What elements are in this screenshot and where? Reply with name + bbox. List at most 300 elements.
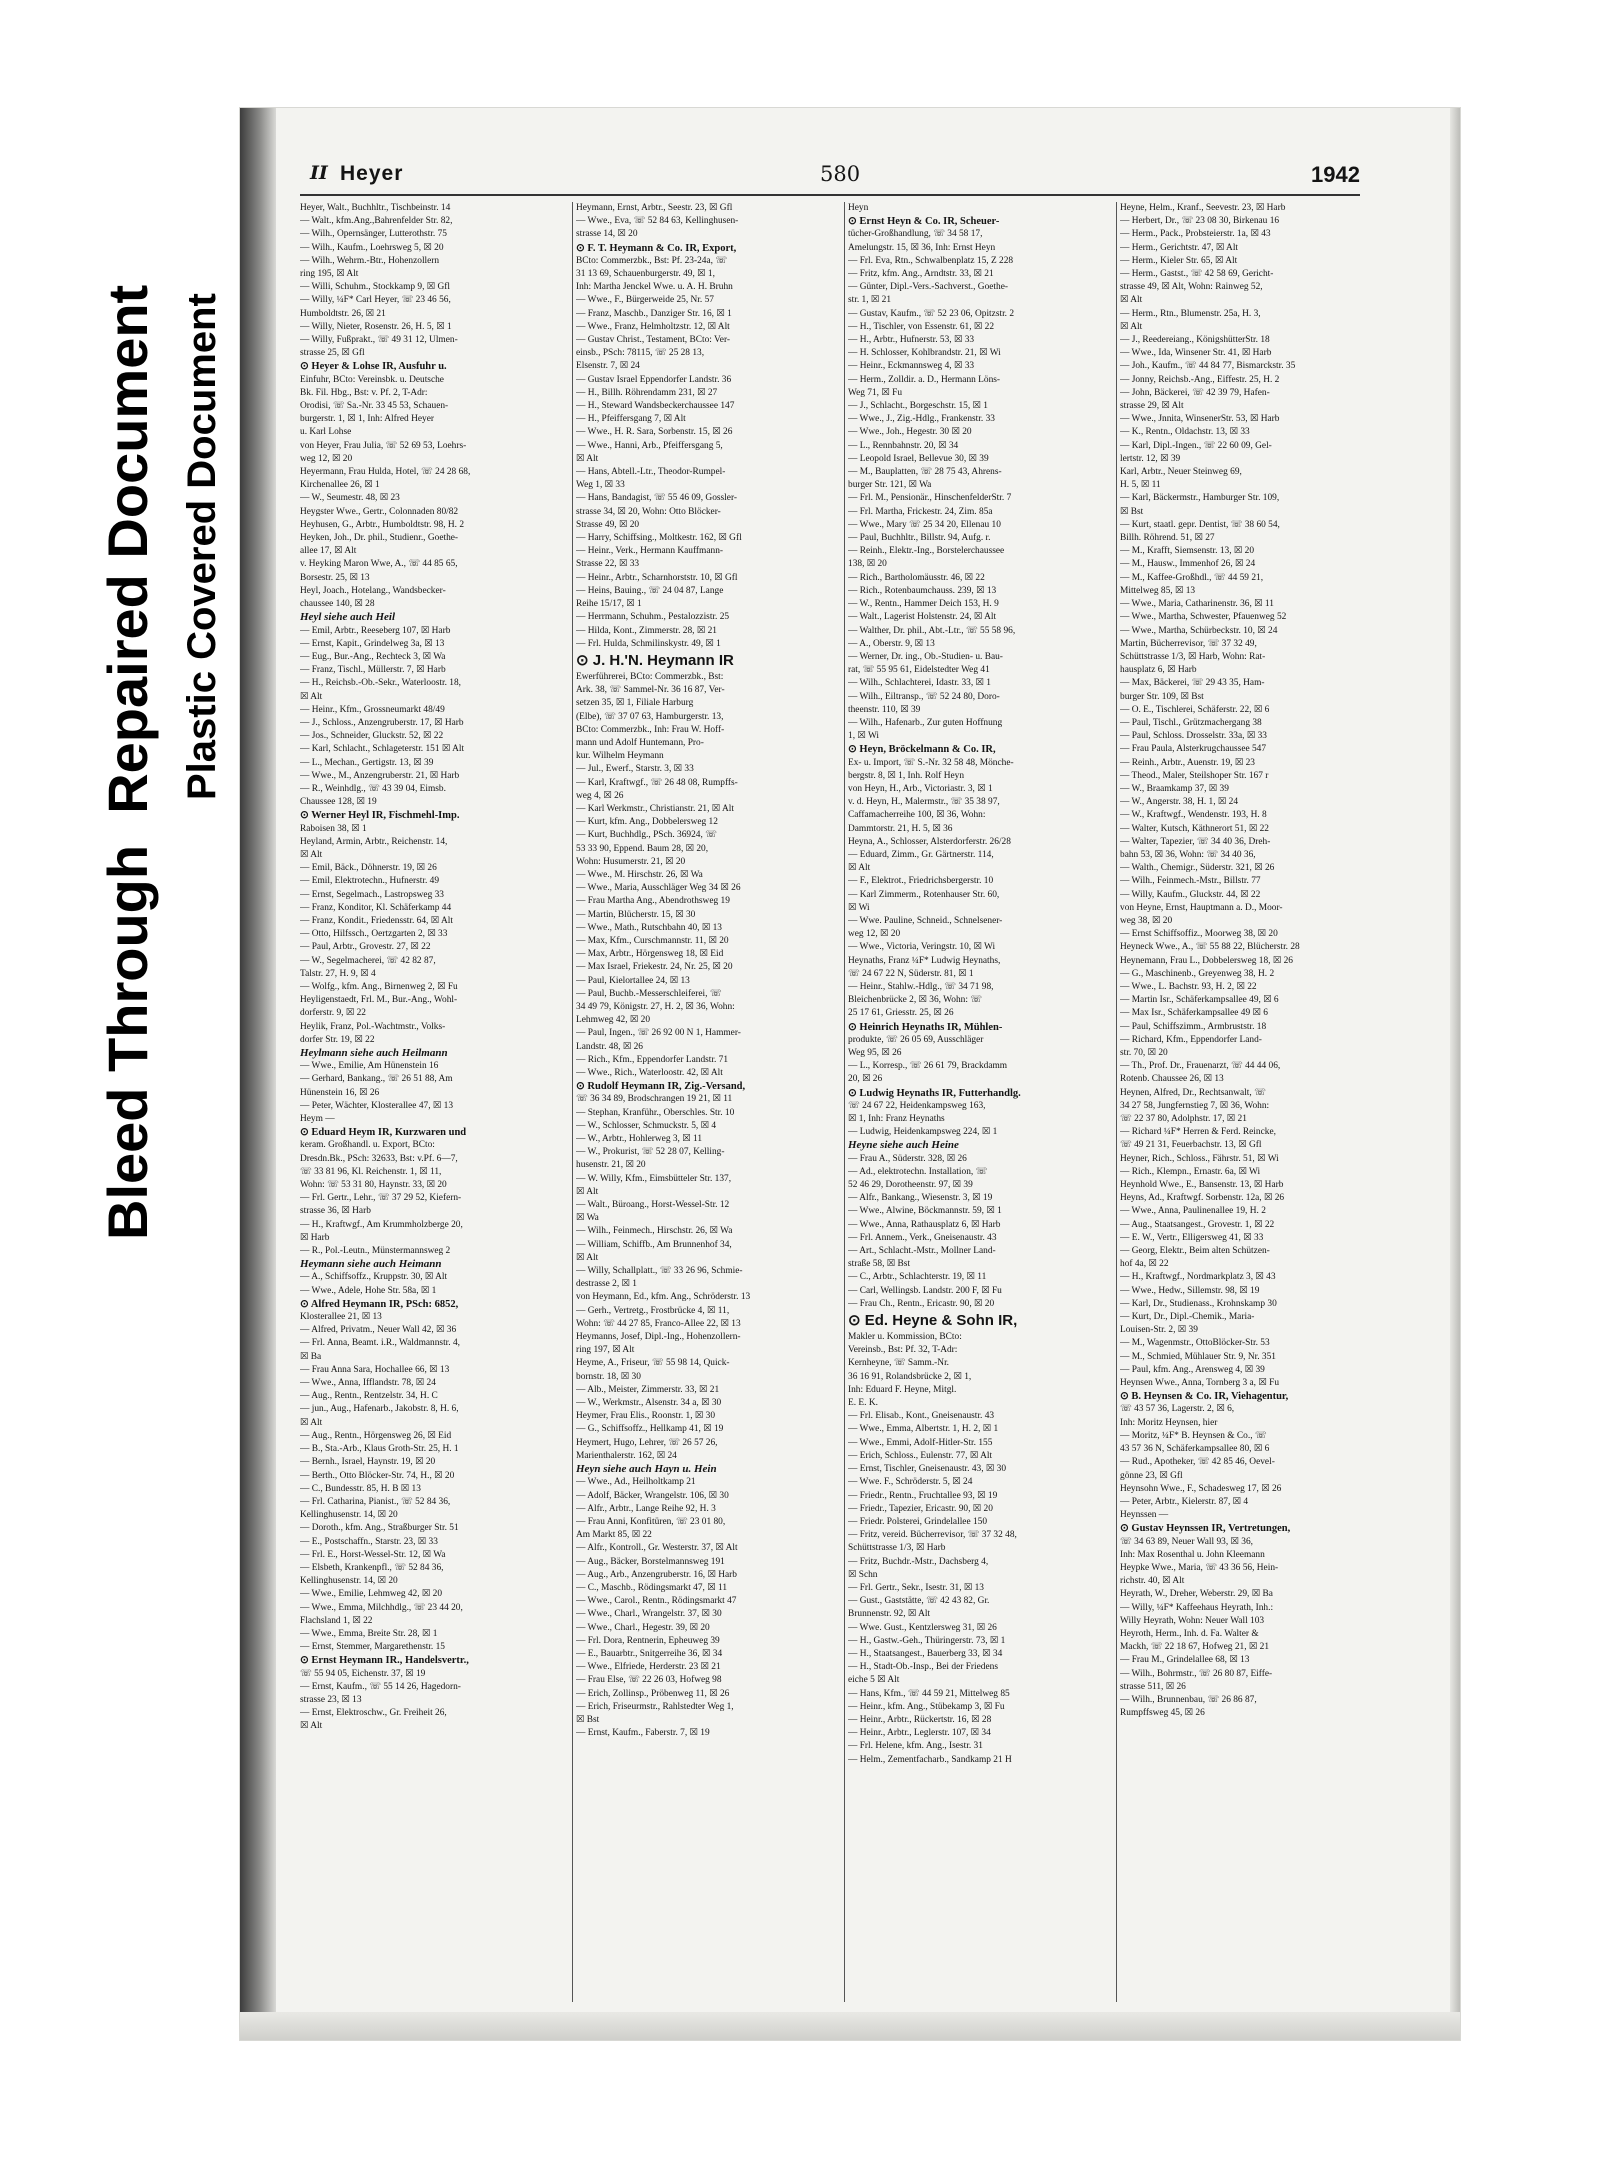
directory-entry-line: — Hans, Kfm., ☏ 44 59 21, Mittelweg 85 [848, 1688, 1010, 1699]
directory-entry-line: 31 13 69, Schauenburgerstr. 49, ☒ 1, [576, 269, 715, 280]
directory-entry-line: — Franz, Kondit., Friedensstr. 64, ☒ Alt [300, 915, 453, 926]
directory-page [300, 152, 1400, 2008]
directory-entry-line: Heyland, Armin, Arbtr., Reichenstr. 14, [300, 836, 448, 847]
directory-entry-line: — W., Werkmstr., Alsenstr. 34 a, ☒ 30 [576, 1398, 722, 1409]
directory-entry-line: — Karl Zimmerm., Rotenhauser Str. 60, [848, 889, 1000, 900]
directory-entry-line: — Heinr., Arbtr., Scharnhorststr. 10, ☒ Gfl [576, 572, 738, 583]
directory-entry-line: eiche 5 ☒ Alt [848, 1675, 900, 1686]
directory-entry-line: — Wilh., Feinmech., Hirschstr. 26, ☒ Wa [576, 1226, 733, 1237]
directory-entry-line: weg 12, ☒ 20 [848, 929, 901, 940]
directory-entry-line: — Ernst, Kapit., Grindelweg 3a, ☒ 13 [300, 638, 445, 649]
directory-entry-line: — Moritz, ¼F* B. Heynsen & Co., ☏ [1120, 1430, 1267, 1441]
directory-entry-line: rat, ☏ 55 95 61, Eidelstedter Weg 41 [848, 665, 990, 676]
directory-entry-line: ☒ Harb [300, 1232, 330, 1243]
directory-entry-line: — Willy, ¼F* Carl Heyer, ☏ 23 46 56, [300, 295, 451, 306]
directory-entry-line: — E., Bauarbtr., Snitgerreihe 36, ☒ 34 [576, 1648, 723, 1659]
directory-entry-line: ☏ 55 94 05, Eichenstr. 37, ☒ 19 [300, 1668, 426, 1679]
directory-entry-line: — Th., Prof. Dr., Frauenarzt, ☏ 44 44 06, [1120, 1061, 1281, 1072]
directory-entry-line: produkte, ☏ 26 05 69, Ausschläger [848, 1034, 984, 1045]
directory-entry-line: Heypke Wwe., Maria, ☏ 43 36 56, Hein- [1120, 1562, 1279, 1573]
directory-entry-line: ☒ 1, Inh: Franz Heynaths [848, 1114, 945, 1125]
directory-entry-line: — Wwe., H. R. Sara, Sorbenstr. 15, ☒ 26 [576, 427, 733, 438]
directory-entry-line: — Ad., elektrotechn. Installation, ☏ [848, 1166, 988, 1177]
directory-entry-line: — Carl, Wellingsb. Landstr. 200 F, ☒ Fu [848, 1285, 1002, 1296]
directory-entry-line: strasse 511, ☒ 26 [1120, 1681, 1186, 1692]
directory-column-4 [1120, 202, 1390, 1720]
directory-entry-line: ⊙ Heyer & Lohse IR, Ausfuhr u. [300, 361, 447, 373]
directory-entry-line: — Wwe., Joh., Hegestr. 30 ☒ 20 [848, 427, 972, 438]
directory-entry-line: — Wwe., Franz, Helmholtzstr. 12, ☒ Alt [576, 321, 730, 332]
directory-entry-line: — Eduard, Zimm., Gr. Gärtnerstr. 114, [848, 849, 994, 860]
directory-entry-line: — Herm., Gastst., ☏ 42 58 69, Gericht- [1120, 269, 1274, 280]
directory-entry-line: — Adolf, Bäcker, Wrangelstr. 106, ☒ 30 [576, 1490, 729, 1501]
directory-entry-line: — H., Kraftwgf., Nordmarkplatz 3, ☒ 43 [1120, 1272, 1276, 1283]
directory-entry-line: — Heinr., Stahlw.-Hdlg., ☏ 34 71 98, [848, 981, 994, 992]
directory-entry-line: — Wwe., Anna, Rathausplatz 6, ☒ Harb [848, 1219, 1001, 1230]
directory-entry-line: — R., Weinhdlg., ☏ 43 39 04, Eimsb. [300, 783, 446, 794]
directory-entry-line: von Heymann, Ed., kfm. Ang., Schröderstr. 13 [576, 1292, 751, 1303]
directory-entry-line: Heyermann, Frau Hulda, Hotel, ☏ 24 28 68, [300, 467, 471, 478]
directory-entry-line: — E. W., Vertr., Elligersweg 41, ☒ 33 [1120, 1232, 1264, 1243]
directory-entry-line: Heyns, Ad., Kraftwgf. Sorbenstr. 12a, ☒ 26 [1120, 1193, 1285, 1204]
directory-entry-line: dorferstr. 9, ☒ 22 [300, 1008, 366, 1019]
directory-entry-line: dorfer Str. 19, ☒ 22 [300, 1034, 375, 1045]
directory-entry-line: Vereinsb., Bst: Pf. 32, T-Adr: [848, 1345, 958, 1356]
column-divider [572, 202, 573, 2002]
directory-entry-line: Borsestr. 25, ☒ 13 [300, 572, 370, 583]
directory-column-1 [300, 202, 570, 1734]
directory-entry-line: Heynhold Wwe., E., Bansenstr. 13, ☒ Harb [1120, 1180, 1284, 1191]
directory-entry-line: Weg 95, ☒ 26 [848, 1048, 902, 1058]
directory-column-2 [576, 202, 846, 1740]
directory-entry-line: — W. Willy, Kfm., Eimsbütteler Str. 137, [576, 1173, 732, 1184]
directory-entry-line: — Aug., Rentn., Rentzelstr. 34, H. C [300, 1391, 438, 1402]
directory-entry-line: v. d. Heyn, H., Malermstr., ☏ 35 38 97, [848, 797, 1000, 808]
directory-entry-line: Wohn: ☏ 53 31 80, Haynstr. 33, ☒ 20 [300, 1180, 447, 1191]
directory-entry-line: — Leopold Israel, Bellevue 30, ☒ 39 [848, 453, 989, 464]
directory-entry-line: — Friedr., Rentn., Fruchtallee 93, ☒ 19 [848, 1490, 998, 1501]
directory-entry-line: — Emil, Elektrotechn., Hufnerstr. 49 [300, 876, 440, 887]
directory-entry-line: Reihe 15/17, ☒ 1 [576, 599, 642, 610]
directory-entry-line: von Heyn, H., Arb., Victoriastr. 3, ☒ 1 [848, 783, 993, 794]
directory-entry-line: — Martin Isr., Schäferkampsallee 49, ☒ 6 [1120, 995, 1279, 1006]
directory-entry-line: — Herm., Rtn., Blumenstr. 25a, H. 3, [1120, 308, 1261, 319]
directory-entry-line: — Wwe., Carol., Rentn., Rödingsmarkt 47 [576, 1596, 737, 1607]
directory-entry-line: Heymert, Hugo, Lehrer, ☏ 26 57 26, [576, 1437, 718, 1448]
directory-entry-line: — F., Elektrot., Friedrichsbergerstr. 10 [848, 876, 994, 887]
directory-entry-line: ☏ 24 67 22, Heidenkampsweg 163, [848, 1100, 986, 1111]
directory-entry-line: — Wwe., Math., Rutschbahn 40, ☒ 13 [576, 922, 722, 933]
directory-entry-line: tücher-Großhandlung, ☏ 34 58 17, [848, 229, 983, 240]
directory-entry-line: — Emil, Arbtr., Reeseberg 107, ☒ Harb [300, 625, 451, 636]
directory-entry-line: — John, Bäckerei, ☏ 42 39 79, Hafen- [1120, 387, 1270, 398]
directory-entry-line: — Heinr., Eckmannsweg 4, ☒ 33 [848, 361, 975, 372]
directory-entry-line: — Max, Bäckerei, ☏ 29 43 35, Ham- [1120, 678, 1265, 689]
directory-entry-line: Inh: Moritz Heynsen, hier [1120, 1417, 1218, 1428]
directory-entry-line: strasse 34, ☒ 20, Wohn: Otto Blöcker- [576, 506, 721, 517]
directory-entry-line: — Wwe., Maria, Catharinenstr. 36, ☒ 11 [1120, 599, 1274, 610]
directory-entry-line: — Gust., Gaststätte, ☏ 42 43 82, Gr. [848, 1596, 990, 1607]
directory-entry-line: ☒ Alt [300, 1417, 323, 1428]
directory-entry-line: ☒ Ba [300, 1351, 322, 1362]
directory-entry-line: — Werner, Dr. ing., Ob.-Studien- u. Bau- [848, 651, 1003, 662]
directory-entry-line: — Franz, Maschb., Danziger Str. 16, ☒ 1 [576, 308, 732, 319]
directory-entry-line: — Frau Else, ☏ 22 26 03, Hofweg 98 [576, 1675, 722, 1686]
directory-entry-line: — Herm., Zolldir. a. D., Hermann Löns- [848, 374, 1001, 385]
directory-entry-line: — Gerh., Vertretg., Frostbrücke 4, ☒ 11, [576, 1305, 730, 1316]
directory-entry-line: ☏ 22 37 80, Adolphstr. 17, ☒ 21 [1120, 1114, 1247, 1125]
directory-entry-line: — Paul, Schloss. Drosselstr. 33a, ☒ 33 [1120, 731, 1267, 742]
directory-entry-line: — Richard, Kfm., Eppendorfer Land- [1120, 1034, 1262, 1045]
directory-entry-line: — Walt., Lagerist Holstenstr. 24, ☒ Alt [848, 612, 997, 623]
directory-entry-line: Raboisen 38, ☒ 1 [300, 823, 367, 834]
directory-entry-line: — Wwe., Emma, Albertstr. 1, H. 2, ☒ 1 [848, 1424, 999, 1435]
directory-entry-line: — Wwe., F., Bürgerweide 25, Nr. 57 [576, 295, 714, 306]
directory-entry-line: Martin, Bücherrevisor, ☏ 37 32 49, [1120, 638, 1257, 649]
directory-entry-line: — Alfred, Privatm., Neuer Wall 42, ☒ 36 [300, 1325, 457, 1336]
directory-entry-line: H. 5, ☒ 11 [1120, 480, 1161, 491]
directory-entry-line: ☏ 34 63 89, Neuer Wall 93, ☒ 36, [1120, 1536, 1253, 1547]
directory-entry-line: — Fritz, Buchdr.-Mstr., Dachsberg 4, [848, 1556, 989, 1567]
directory-entry-line: ring 197, ☒ Alt [576, 1345, 635, 1356]
directory-entry-line: — Wwe., Maria, Ausschläger Weg 34 ☒ 26 [576, 883, 741, 894]
directory-entry-line: Orodisi, ☏ Sa.-Nr. 33 45 53, Schauen- [300, 401, 449, 412]
directory-entry-line: — L., Korresp., ☏ 26 61 79, Brackdamm [848, 1061, 1008, 1072]
directory-entry-line: — Gustav, Kaufm., ☏ 52 23 06, Opitzstr. 2 [848, 308, 1015, 319]
directory-entry-line: Mittelweg 85, ☒ 13 [1120, 585, 1196, 596]
directory-entry-line: — Frl. Anna, Beamt. i.R., Waldmannstr. 4, [300, 1338, 460, 1349]
directory-entry-line: — Wwe., Elfriede, Herderstr. 23 ☒ 21 [576, 1662, 721, 1673]
directory-entry-line: — Reinh., Elektr.-Ing., Borstelerchaussee [848, 546, 1005, 557]
directory-entry-line: — Friedr., Tapezier, Ericastr. 90, ☒ 20 [848, 1503, 993, 1514]
header-rule [300, 194, 1360, 196]
directory-entry-line: Billh. Röhrend. 51, ☒ 27 [1120, 533, 1215, 544]
directory-entry-line: — Wilh., Schlachterei, Idastr. 33, ☒ 1 [848, 678, 991, 689]
directory-entry-line: — Herm., Gerichtstr. 47, ☒ Alt [1120, 242, 1239, 253]
directory-entry-line: Amelungstr. 15, ☒ 36, Inh: Ernst Heyn [848, 242, 996, 253]
directory-entry-line: — Peter, Wächter, Klosterallee 47, ☒ 13 [300, 1100, 454, 1111]
directory-entry-line: — Wwe., Emilie, Lehmweg 42, ☒ 20 [300, 1589, 443, 1600]
directory-entry-line: — Gustav Christ., Testament, BCto: Ver- [576, 335, 731, 346]
directory-entry-line: — Erich, Zollinsp., Pröbenweg 11, ☒ 26 [576, 1688, 730, 1699]
directory-entry-line: Makler u. Kommission, BCto: [848, 1332, 962, 1343]
directory-entry-line: — Kurt, staatl. gepr. Dentist, ☏ 38 60 54, [1120, 519, 1280, 530]
directory-entry-line: Inh: Max Rosenthal u. John Kleemann [1120, 1549, 1265, 1560]
directory-entry-line: Heyl siehe auch Heil [300, 611, 396, 624]
directory-entry-line: Heynemann, Frau L., Dobbelersweg 18, ☒ 26 [1120, 955, 1293, 966]
directory-entry-line: — Frau Anna Sara, Hochallee 66, ☒ 13 [300, 1364, 450, 1375]
directory-entry-line: bergstr. 8, ☒ 1, Inh. Rolf Heyn [848, 770, 965, 781]
directory-entry-line: — G., Maschinenb., Greyenweg 38, H. 2 [1120, 968, 1275, 979]
directory-entry-line: ☒ Alt [576, 1252, 599, 1263]
directory-entry-line: — W., Arbtr., Hohlerweg 3, ☒ 11 [576, 1134, 703, 1145]
directory-entry-line: Heyroth, Herm., Inh. d. Fa. Walter & [1120, 1628, 1259, 1639]
directory-entry-line: — Wilh., Brunnenbau, ☏ 26 86 87, [1120, 1694, 1257, 1705]
directory-entry-line: — C., Arbtr., Schlachterstr. 19, ☒ 11 [848, 1272, 987, 1283]
directory-year: 1942 [1311, 162, 1360, 187]
directory-entry-line: — Wwe., Anna, Ifflandstr. 78, ☒ 24 [300, 1378, 436, 1389]
directory-entry-line: Willy Heyrath, Wohn: Neuer Wall 103 [1120, 1615, 1265, 1626]
directory-entry-line: — Ernst, Stemmer, Margarethenstr. 15 [300, 1642, 445, 1653]
directory-entry-line: — C., Bundesstr. 85, H. B ☒ 13 [300, 1483, 421, 1494]
directory-entry-line: Heyne siehe auch Heine [848, 1139, 959, 1152]
directory-entry-line: ☏ 43 57 36, Lagerstr. 2, ☒ 6, [1120, 1404, 1235, 1415]
directory-entry-line: — Frl. M., Pensionär., HinschenfelderStr. 7 [848, 493, 1012, 504]
directory-entry-line: ⊙ Ernst Heymann IR., Handelsvertr., [300, 1655, 469, 1667]
directory-entry-line: Schüttstrasse 1/3, ☒ Harb, Wohn: Rat- [1120, 651, 1266, 662]
directory-entry-line: — Richard ¼F* Herren & Ferd. Reincke, [1120, 1127, 1276, 1138]
directory-entry-line: Klosterallee 21, ☒ 13 [300, 1312, 382, 1323]
directory-entry-line: Heyme, A., Friseur, ☏ 55 98 14, Quick- [576, 1358, 730, 1369]
directory-entry-line: strasse 29, ☒ Alt [1120, 401, 1184, 412]
directory-entry-line: — Aug., Bäcker, Borstelmannsweg 191 [576, 1556, 725, 1567]
directory-entry-line: — Wwe., Charl., Hegestr. 39, ☒ 20 [576, 1622, 710, 1633]
directory-entry-line: — Walt., kfm.Ang.,Bahrenfelder Str. 82, [300, 216, 453, 227]
directory-entry-line: ☒ Alt [576, 453, 599, 464]
directory-entry-line: — B., Sta.-Arb., Klaus Groth-Str. 25, H. 1 [300, 1444, 459, 1455]
directory-entry-line: — Karl, Dr., Studienass., Krohnskamp 30 [1120, 1298, 1277, 1309]
running-head-surname: Heyer [340, 162, 404, 185]
directory-entry-line: Kernheyne, ☏ Samm.-Nr. [848, 1358, 950, 1369]
directory-entry-line: — Frl. E., Horst-Wessel-Str. 12, ☒ Wa [300, 1549, 446, 1560]
directory-entry-line: — Herm., Pack., Probsteierstr. 1a, ☒ 43 [1120, 229, 1271, 240]
directory-entry-line: einsb., PSch: 78115, ☏ 25 28 13, [576, 348, 705, 359]
directory-entry-line: ☒ Wi [848, 902, 870, 913]
directory-entry-line: Heymann siehe auch Heimann [300, 1258, 442, 1271]
directory-entry-line: ⊙ Eduard Heym IR, Kurzwaren und [300, 1127, 467, 1139]
directory-entry-line: — Ernst, Segelmach., Lastropsweg 33 [300, 889, 444, 900]
directory-entry-line: — Frau Ch., Rentn., Ericastr. 90, ☒ 20 [848, 1298, 995, 1309]
directory-entry-line: — Wwe. F., Schröderstr. 5, ☒ 24 [848, 1477, 973, 1488]
directory-entry-line: — Rich., Kfm., Eppendorfer Landstr. 71 [576, 1054, 729, 1065]
directory-entry-line: — W., Segelmacherei, ☏ 42 82 87, [300, 955, 436, 966]
directory-entry-line: ☒ Alt [300, 691, 323, 702]
directory-entry-line: — Frl. Dora, Rentnerin, Epheuweg 39 [576, 1635, 720, 1646]
directory-entry-line: ☒ Wa [576, 1213, 599, 1224]
directory-entry-line: Bleichenbrücke 2, ☒ 36, Wohn: ☏ [848, 995, 983, 1006]
directory-entry-line: Karl, Arbtr., Neuer Steinweg 69, [1120, 467, 1242, 478]
directory-entry-line: bahn 53, ☒ 36, Wohn: ☏ 34 40 36, [1120, 849, 1256, 860]
directory-entry-line: — Peter, Arbtr., Kielerstr. 87, ☒ 4 [1120, 1496, 1249, 1507]
directory-entry-line: Rumpffsweg 45, ☒ 26 [1120, 1708, 1205, 1719]
directory-entry-line: Heyl, Joach., Hotelang., Wandsbecker- [300, 585, 446, 596]
directory-entry-line: — Wilh., Opernsänger, Lutterothstr. 75 [300, 229, 447, 240]
directory-entry-line: — Paul, kfm. Ang., Arensweg 4, ☒ 39 [1120, 1364, 1265, 1375]
bleed-through-label: Bleed Through Repaired Document [96, 284, 159, 1240]
directory-entry-line: weg 38, ☒ 20 [1120, 915, 1173, 926]
directory-entry-line: — Joh., Kaufm., ☏ 44 84 77, Bismarckstr. 35 [1120, 361, 1296, 372]
directory-entry-line: — Paul, Tischl., Grützmachergang 38 [1120, 717, 1262, 728]
directory-entry-line: Heymann, Ernst, Arbtr., Seestr. 23, ☒ Gfl [576, 203, 733, 213]
directory-entry-line: Heyhusen, G., Arbtr., Humboldtstr. 98, H. 2 [300, 519, 465, 530]
directory-entry-line: — M., Krafft, Siemsenstr. 13, ☒ 20 [1120, 546, 1255, 557]
directory-entry-line: Inh: Martha Jenckel Wwe. u. A. H. Bruhn [576, 282, 733, 293]
directory-entry-line: — W., Angerstr. 38, H. 1, ☒ 24 [1120, 797, 1239, 808]
directory-entry-line: ☒ Alt [300, 1721, 323, 1732]
directory-entry-line: — Stephan, Kranführ., Oberschles. Str. 10 [576, 1107, 735, 1118]
directory-entry-line: — Erich, Friseurmstr., Rahlstedter Weg 1, [576, 1701, 734, 1712]
directory-entry-line: — Wwe. Gust., Kentzlersweg 31, ☒ 26 [848, 1622, 997, 1633]
directory-entry-line: — Helm., Zementfacharb., Sandkamp 21 H [848, 1754, 1012, 1765]
directory-entry-line: — Kurt, kfm. Ang., Dobbelersweg 12 [576, 817, 718, 828]
directory-entry-line: — Alfr., Bankang., Wiesenstr. 3, ☒ 19 [848, 1193, 993, 1204]
directory-entry-line: — Rich., Rotenbaumchauss. 239, ☒ 13 [848, 585, 997, 596]
directory-entry-line: — Frau Paula, Alsterkrugchaussee 547 [1120, 744, 1267, 755]
directory-entry-line: strasse 49, ☒ Alt, Wohn: Rainweg 52, [1120, 282, 1263, 293]
directory-entry-line: 52 46 29, Dorotheenstr. 97, ☒ 39 [848, 1180, 973, 1191]
directory-entry-line: — Martin, Blücherstr. 15, ☒ 30 [576, 909, 696, 920]
directory-entry-line: strasse 14, ☒ 20 [576, 229, 638, 240]
directory-entry-line: — M., Hausw., Immenhof 26, ☒ 24 [1120, 559, 1256, 570]
directory-entry-line: Flachsland 1, ☒ 22 [300, 1615, 373, 1626]
directory-entry-line: 53 33 90, Eppend. Baum 28, ☒ 20, [576, 843, 709, 854]
directory-entry-line: — Karl, Schlacht., Schlageterstr. 151 ☒ Alt [300, 744, 465, 755]
directory-entry-line: — Wwe., Rich., Waterloostr. 42, ☒ Alt [576, 1068, 723, 1078]
directory-entry-line: — Frl. Hulda, Schmilinskystr. 49, ☒ 1 [576, 638, 721, 649]
directory-entry-line: E. E. K. [848, 1398, 878, 1409]
directory-entry-line: — Emil, Bäck., Döhnerstr. 19, ☒ 26 [300, 863, 437, 874]
directory-entry-line: — Kurt, Dr., Dipl.-Chemik., Maria- [1120, 1312, 1255, 1323]
directory-entry-line: — Karl, Bäckermstr., Hamburger Str. 109, [1120, 493, 1280, 504]
directory-entry-line: 25 17 61, Griesstr. 25, ☒ 26 [848, 1008, 954, 1019]
directory-entry-line: — Kurt, Buchhdlg., PSch. 36924, ☏ [576, 830, 717, 841]
directory-entry-line: — Wwe., Martha, Schürbeckstr. 10, ☒ 24 [1120, 625, 1278, 636]
directory-entry-line: ☒ Bst [576, 1714, 600, 1725]
directory-entry-line: Marienthalerstr. 162, ☒ 24 [576, 1450, 677, 1461]
directory-entry-line: — Alfr., Arbtr., Lange Reihe 92, H. 3 [576, 1503, 716, 1514]
directory-entry-line: — Jos., Schneider, Gluckstr. 52, ☒ 22 [300, 731, 444, 742]
directory-entry-line: — Fritz, kfm. Ang., Arndtstr. 33, ☒ 21 [848, 269, 994, 280]
directory-entry-line: — Otto, Hilfssch., Oertzgarten 2, ☒ 33 [300, 929, 448, 940]
directory-entry-line: — M., Schmied, Mühlauer Str. 9, Nr. 351 [1120, 1351, 1276, 1362]
directory-entry-line: — Frau Anni, Konfitüren, ☏ 23 01 80, [576, 1516, 726, 1527]
directory-entry-line: — Wwe., Emmi, Adolf-Hitler-Str. 155 [848, 1437, 993, 1448]
directory-entry-line: — Gustav Israel Eppendorfer Landstr. 36 [576, 374, 732, 385]
directory-entry-line: BCto: Commerzbk., Bst: Pf. 23-24a, ☏ [576, 255, 728, 266]
directory-entry-line: — Heinr., Arbtr., Rückertstr. 16, ☒ 28 [848, 1714, 992, 1725]
directory-entry-line: — Max, Kfm., Curschmannstr. 11, ☒ 20 [576, 935, 729, 946]
directory-entry-line: Dresdn.Bk., PSch: 32633, Bst: v.Pf. 6—7, [300, 1153, 458, 1164]
directory-entry-line: str. 1, ☒ 21 [848, 295, 892, 306]
directory-entry-line: ⊙ J. H.'N. Heymann IR [576, 651, 734, 669]
directory-entry-line: — jun., Aug., Hafenarb., Jakobstr. 8, H. 6, [300, 1404, 459, 1415]
directory-entry-line: — Wwe., L. Bachstr. 93, H. 2, ☒ 22 [1120, 981, 1257, 992]
directory-entry-line: hausplatz 6, ☒ Harb [1120, 665, 1197, 676]
directory-entry-line: — Wwe., Emma, Breite Str. 28, ☒ 1 [300, 1628, 438, 1639]
directory-entry-line: ⊙ B. Heynsen & Co. IR, Viehagentur, [1120, 1391, 1289, 1403]
directory-entry-line: — Paul, Kielortallee 24, ☒ 13 [576, 975, 690, 986]
directory-entry-line: 1, ☒ Wi [848, 731, 880, 742]
directory-entry-line: mann und Adolf Huntemann, Pro- [576, 737, 704, 748]
directory-entry-line: Ex- u. Import, ☏ S.-Nr. 32 58 48, Mönche- [848, 757, 1014, 768]
document-condition-labels [55, 160, 224, 1240]
directory-entry-line: weg 12, ☒ 20 [300, 453, 353, 464]
directory-entry-line: — Paul, Arbtr., Grovestr. 27, ☒ 22 [300, 942, 431, 953]
directory-entry-line: — H., Arbtr., Hufnerstr. 53, ☒ 33 [848, 335, 975, 346]
directory-entry-line: — Frl. Gertr., Sekr., Isestr. 31, ☒ 13 [848, 1582, 984, 1593]
directory-entry-line: Hünenstein 16, ☒ 26 [300, 1087, 380, 1098]
directory-entry-line: Heynsohn Wwe., F., Schadesweg 17, ☒ 26 [1120, 1483, 1282, 1494]
directory-entry-line: Am Markt 85, ☒ 22 [576, 1530, 652, 1541]
directory-entry-line: Mackh, ☏ 22 18 67, Hofweg 21, ☒ 21 [1120, 1642, 1270, 1653]
directory-entry-line: Ewerführerei, BCto: Commerzbk., Bst: [576, 671, 724, 682]
directory-entry-line: — Rich., Klempn., Ernastr. 6a, ☒ Wi [1120, 1166, 1261, 1177]
directory-entry-line: — Wwe., Adele, Hohe Str. 58a, ☒ 1 [300, 1285, 437, 1296]
directory-entry-line: — Heinr., Verk., Hermann Kauffmann- [576, 546, 724, 557]
directory-entry-line: — E., Postschaffn., Starstr. 23, ☒ 33 [300, 1536, 438, 1547]
directory-entry-line: — Heinr., kfm. Ang., Stübekamp 3, ☒ Fu [848, 1701, 1005, 1712]
page-bottom-edge [240, 2012, 1460, 2040]
directory-entry-line: u. Karl Lohse [300, 427, 352, 438]
directory-entry-line: — H. Schlosser, Kohlbrandstr. 21, ☒ Wi [848, 348, 1001, 359]
directory-entry-line: burger Str. 121, ☒ Wa [848, 480, 932, 491]
directory-entry-line: — W., Schlosser, Schmuckstr. 5, ☒ 4 [576, 1120, 717, 1131]
directory-entry-line: von Heyne, Ernst, Hauptmann a. D., Moor- [1120, 902, 1283, 913]
directory-entry-line: Talstr. 27, H. 9, ☒ 4 [300, 968, 376, 979]
column-divider [844, 202, 845, 2002]
directory-entry-line: — H., Tischler, von Essenstr. 61, ☒ 22 [848, 321, 995, 332]
directory-entry-line: — M., Kaffee-Großhdl., ☏ 44 59 21, [1120, 572, 1264, 583]
directory-entry-line: — Wwe., Victoria, Veringstr. 10, ☒ Wi [848, 942, 996, 953]
directory-entry-line: Bk. Fil. Hbg., Bst: v. Pf. 2, T-Adr: [300, 387, 428, 398]
directory-entry-line: von Heyer, Frau Julia, ☏ 52 69 53, Loehrs- [300, 440, 467, 451]
directory-entry-line: 34 49 79, Königstr. 27, H. 2, ☒ 36, Wohn: [576, 1001, 735, 1012]
directory-entry-line: — Wilh., Eiltransp., ☏ 52 24 80, Doro- [848, 691, 1000, 702]
directory-entry-line: — Ernst, Kaufm., Faberstr. 7, ☒ 19 [576, 1728, 710, 1739]
directory-entry-line: Heymer, Frau Elis., Roonstr. 1, ☒ 30 [576, 1411, 716, 1422]
directory-entry-line: Heyne, Helm., Kranf., Seevestr. 23, ☒ Harb [1120, 203, 1286, 213]
directory-entry-line: — Willy, Fußprakt., ☏ 49 31 12, Ulmen- [300, 335, 458, 346]
directory-entry-line: — Bernh., Israel, Haynstr. 19, ☒ 20 [300, 1457, 436, 1468]
directory-entry-line: — Elsbeth, Krankenpfl., ☏ 52 84 36, [300, 1562, 444, 1573]
directory-entry-line: — Walter, Kutsch, Käthnerort 51, ☒ 22 [1120, 823, 1269, 834]
directory-entry-line: — A., Oberstr. 9, ☒ 13 [848, 638, 935, 649]
directory-entry-line: — Paul, Buchhltr., Billstr. 94, Aufg. r. [848, 533, 991, 544]
directory-entry-line: Heylmann siehe auch Heilmann [300, 1047, 448, 1059]
directory-entry-line: chaussee 140, ☒ 28 [300, 599, 375, 610]
directory-entry-line: kur. Wilhelm Heymann [576, 751, 664, 762]
directory-entry-line: ⊙ Heinrich Heynaths IR, Mühlen- [848, 1021, 1003, 1033]
directory-entry-line: — Willy, Kaufm., Gluckstr. 44, ☒ 22 [1120, 889, 1261, 900]
directory-entry-line: str. 70, ☒ 20 [1120, 1048, 1168, 1058]
directory-entry-line: ☒ Alt [1120, 321, 1143, 332]
directory-entry-line: — Karl, Dipl.-Ingen., ☏ 22 60 09, Gel- [1120, 440, 1272, 451]
directory-entry-line: ⊙ Heyn, Bröckelmann & Co. IR, [848, 744, 996, 756]
directory-entry-line: ⊙ Alfred Heymann IR, PSch: 6852, [300, 1298, 459, 1310]
directory-entry-line: — Art., Schlacht.-Mstr., Mollner Land- [848, 1246, 996, 1257]
directory-entry-line: — Reinh., Arbtr., Auenstr. 19, ☒ 23 [1120, 757, 1255, 768]
directory-entry-line: Inh: Eduard F. Heyne, Mitgl. [848, 1384, 957, 1395]
directory-entry-line: Louisen-Str. 2, ☒ 39 [1120, 1325, 1198, 1336]
directory-entry-line: — Wwe., Emilie, Am Hünenstein 16 [300, 1061, 439, 1072]
directory-entry-line: Schüttstrasse 1/3, ☒ Harb [848, 1543, 946, 1554]
directory-entry-line: — Wwe., Mary ☏ 25 34 20, Ellenau 10 [848, 519, 1001, 530]
column-divider [1116, 202, 1117, 2002]
directory-entry-line: Heyn [848, 203, 869, 213]
directory-entry-line: — Max Israel, Friekestr. 24, Nr. 25, ☒ 20 [576, 962, 733, 973]
directory-entry-line: ☒ Bst [1120, 506, 1144, 517]
directory-entry-line: ☒ Schn [848, 1569, 878, 1580]
directory-entry-line: (Elbe), ☏ 37 07 63, Hamburgerstr. 13, [576, 711, 724, 722]
directory-entry-line: — Alb., Meister, Zimmerstr. 33, ☒ 21 [576, 1384, 720, 1395]
directory-entry-line: ⊙ Ernst Heyn & Co. IR, Scheuer- [848, 216, 1000, 228]
directory-entry-line: weg 4, ☒ 26 [576, 790, 624, 801]
directory-entry-line: ⊙ F. T. Heymann & Co. IR, Export, [576, 242, 737, 254]
directory-entry-line: — W., Prokurist, ☏ 52 28 07, Kelling- [576, 1147, 725, 1158]
directory-entry-line: Kellinghusenstr. 14, ☒ 20 [300, 1576, 398, 1587]
directory-entry-line: — R., Pol.-Leutn., Münstermannsweg 2 [300, 1246, 451, 1257]
column-mark: II [310, 162, 328, 184]
